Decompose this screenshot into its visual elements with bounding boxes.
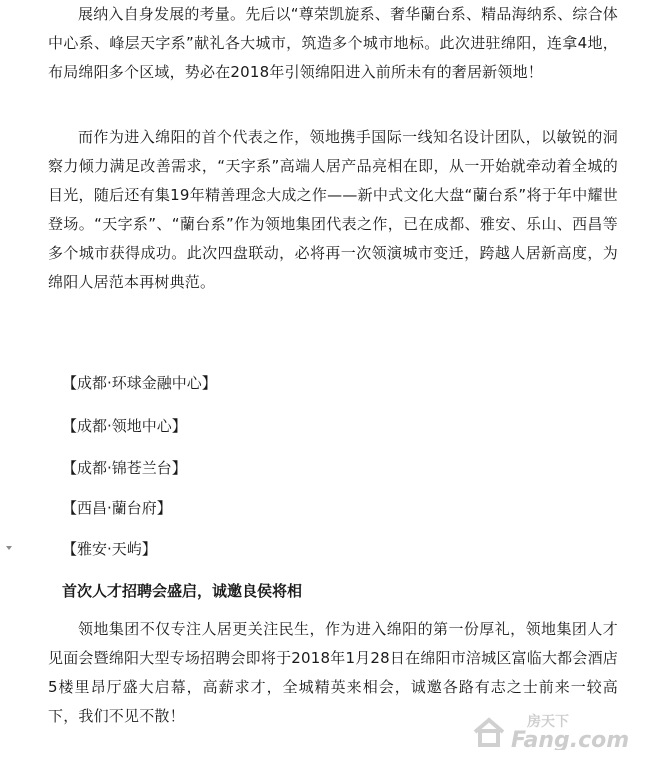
- project-item-yaan-tianyu: 【雅安·天屿】: [62, 540, 157, 558]
- project-item-chengdu-jincang-lantai: 【成都·锦苍兰台】: [62, 459, 187, 477]
- project-item-xichang-lantaifu: 【西昌·蘭台府】: [62, 499, 172, 517]
- project-item-chengdu-global-finance-center: 【成都·环球金融中心】: [62, 374, 217, 392]
- watermark-house-icon: [475, 720, 503, 745]
- collapse-caret-icon[interactable]: [6, 546, 12, 550]
- watermark-brand-en: Fang.com: [511, 728, 630, 750]
- paragraph-recruitment: 领地集团不仅专注人居更关注民生，作为进入绵阳的第一份厚礼，领地集团人才见面会暨绵阳大型专场招聘会即将于2018年1月28日在绵阳市涪城区富临大都会酒店5楼里昂厅盛大启幕，高薪求才，全城精英来相会，诚邀各路有志之士前来一较高下，我们不见不散！: [48, 620, 618, 725]
- project-item-chengdu-lingdi-center: 【成都·领地中心】: [62, 417, 187, 435]
- paragraph-tianzi-lantai: 而作为进入绵阳的首个代表之作，领地携手国际一线知名设计团队，以敏锐的洞察力倾力满足改善需求，“天字系”高端人居产品亮相在即，从一开始就牵动着全城的目光，随后还有集19年精善理念大成之作——新中式文化大盘“蘭台系”将于年中耀世登场。“天字系”、“蘭台系”作为领地集团代表之作，已在成都、雅安、乐山、西昌等多个城市获得成功。此次四盘联动，必将再一次领演城市变迁，跨越人居新高度，为绵阳人居范本再树典范。: [48, 128, 618, 291]
- fang-watermark-logo: [469, 710, 637, 750]
- watermark-brand-cn: 房天下: [527, 714, 569, 730]
- section-heading: 首次人才招聘会盛启，诚邀良侯将相: [62, 582, 303, 600]
- paragraph-intro: 展纳入自身发展的考量。先后以“尊荣凯旋系、奢华蘭台系、精品海纳系、综合体中心系、峰层天字系”献礼各大城市，筑造多个城市地标。此次进驻绵阳，连拿4地，布局绵阳多个区域，势必在2018年引领绵阳进入前所未有的奢居新领地！: [48, 5, 618, 81]
